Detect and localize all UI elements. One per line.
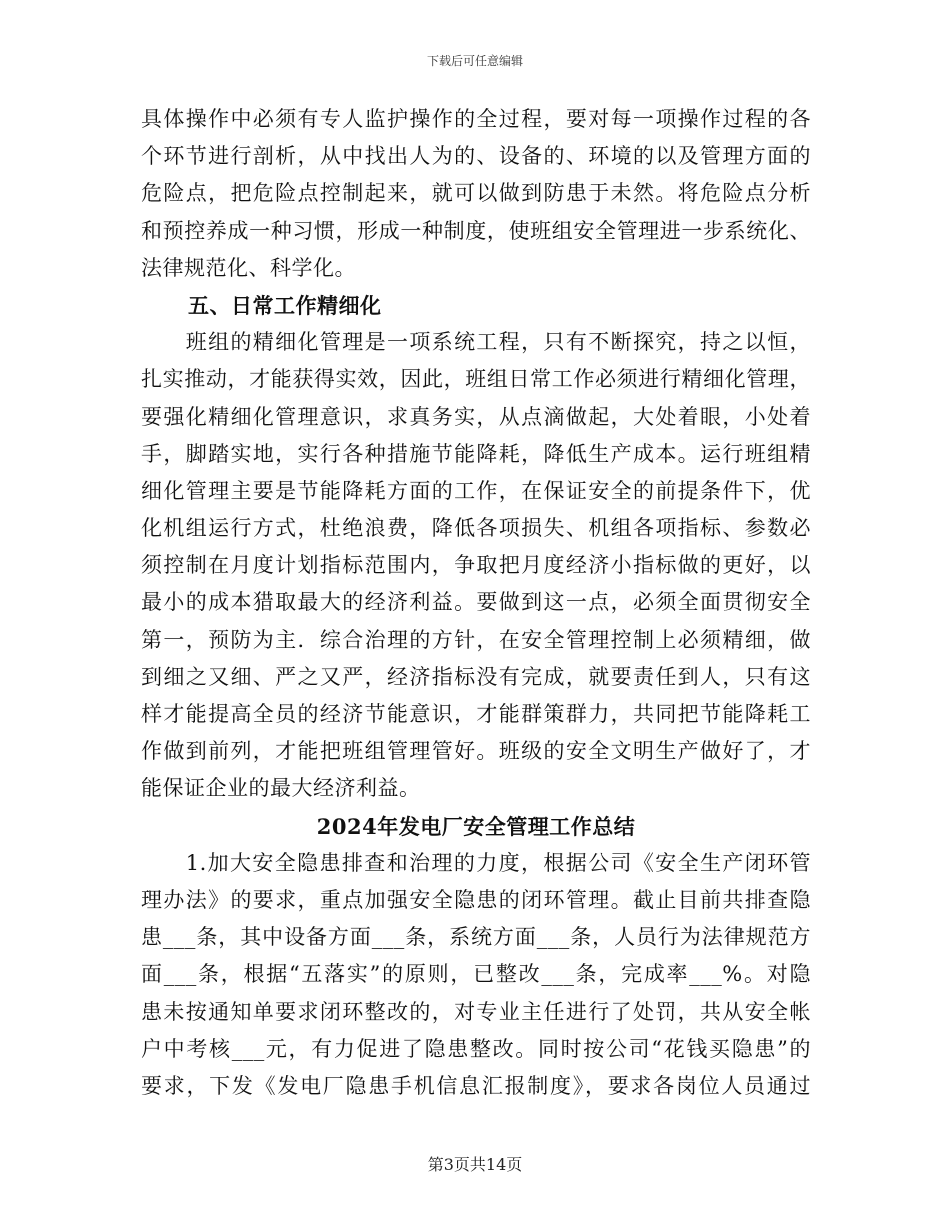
paragraph-line: 能保证企业的最大经济利益。 <box>141 776 421 801</box>
paragraph-line: 要强化精细化管理意识，求真务实，从点滴做起，大处着眼，小处着 <box>141 404 811 429</box>
paragraph-line: 最小的成本猎取最大的经济利益。要做到这一点，必须全面贯彻安全 <box>141 590 811 615</box>
paragraph-line: 须控制在月度计划指标范围内，争取把月度经济小指标做的更好，以 <box>141 553 811 578</box>
paragraph-line: 面___条，根据“五落实”的原则，已整改___条，完成率___%。对隐 <box>141 962 811 987</box>
paragraph-line: 扎实推动，才能获得实效，因此，班组日常工作必须进行精细化管理， <box>141 367 811 392</box>
paragraph-line: 手，脚踏实地，实行各种措施节能降耗，降低生产成本。运行班组精 <box>141 441 811 466</box>
paragraph-line: 患未按通知单要求闭环整改的，对专业主任进行了处罚，共从安全帐 <box>141 999 811 1024</box>
page-header: 下载后可任意编辑 <box>426 54 523 68</box>
paragraph-line: 法律规范化、科学化。 <box>141 255 356 280</box>
document-body <box>141 101 811 1105</box>
paragraph-line: 户中考核___元，有力促进了隐患整改。同时按公司“花钱买隐患”的 <box>141 1036 811 1061</box>
paragraph-line: 第一，预防为主．综合治理的方针，在安全管理控制上必须精细，做 <box>141 627 811 652</box>
paragraph-line: 理办法》的要求，重点加强安全隐患的闭环管理。截止目前共排查隐 <box>141 887 811 912</box>
section-heading: 五、日常工作精细化 <box>188 292 382 318</box>
paragraph-line: 个环节进行剖析，从中找出人为的、设备的、环境的以及管理方面的 <box>141 144 811 169</box>
paragraph-line: 要求，下发《发电厂隐患手机信息汇报制度》，要求各岗位人员通过 <box>141 1073 811 1098</box>
paragraph-line: 和预控养成一种习惯，形成一种制度，使班组安全管理进一步系统化、 <box>141 218 811 243</box>
paragraph-line: 到细之又细、严之又严，经济指标没有完成，就要责任到人，只有这 <box>141 664 811 689</box>
paragraph-line: 化机组运行方式，杜绝浪费，降低各项损失、机组各项指标、参数必 <box>141 516 811 541</box>
paragraph-line: 1.加大安全隐患排查和治理的力度，根据公司《安全生产闭环管 <box>141 850 811 875</box>
paragraph-line: 细化管理主要是节能降耗方面的工作，在保证安全的前提条件下，优 <box>141 478 811 503</box>
paragraph-line: 具体操作中必须有专人监护操作的全过程，要对每一项操作过程的各 <box>141 107 811 131</box>
document-title: 2024年发电厂安全管理工作总结 <box>316 813 636 839</box>
paragraph-line: 患___条，其中设备方面___条，系统方面___条，人员行为法律规范方 <box>141 925 811 950</box>
page-number: 第3页共14页 <box>427 1155 523 1174</box>
paragraph-line: 作做到前列，才能把班组管理管好。班级的安全文明生产做好了，才 <box>141 739 811 764</box>
paragraph-line: 班组的精细化管理是一项系统工程，只有不断探究，持之以恒， <box>141 330 811 355</box>
paragraph-line: 样才能提高全员的经济节能意识，才能群策群力，共同把节能降耗工 <box>141 702 811 726</box>
paragraph-line: 危险点，把危险点控制起来，就可以做到防患于未然。将危险点分析 <box>141 181 811 206</box>
